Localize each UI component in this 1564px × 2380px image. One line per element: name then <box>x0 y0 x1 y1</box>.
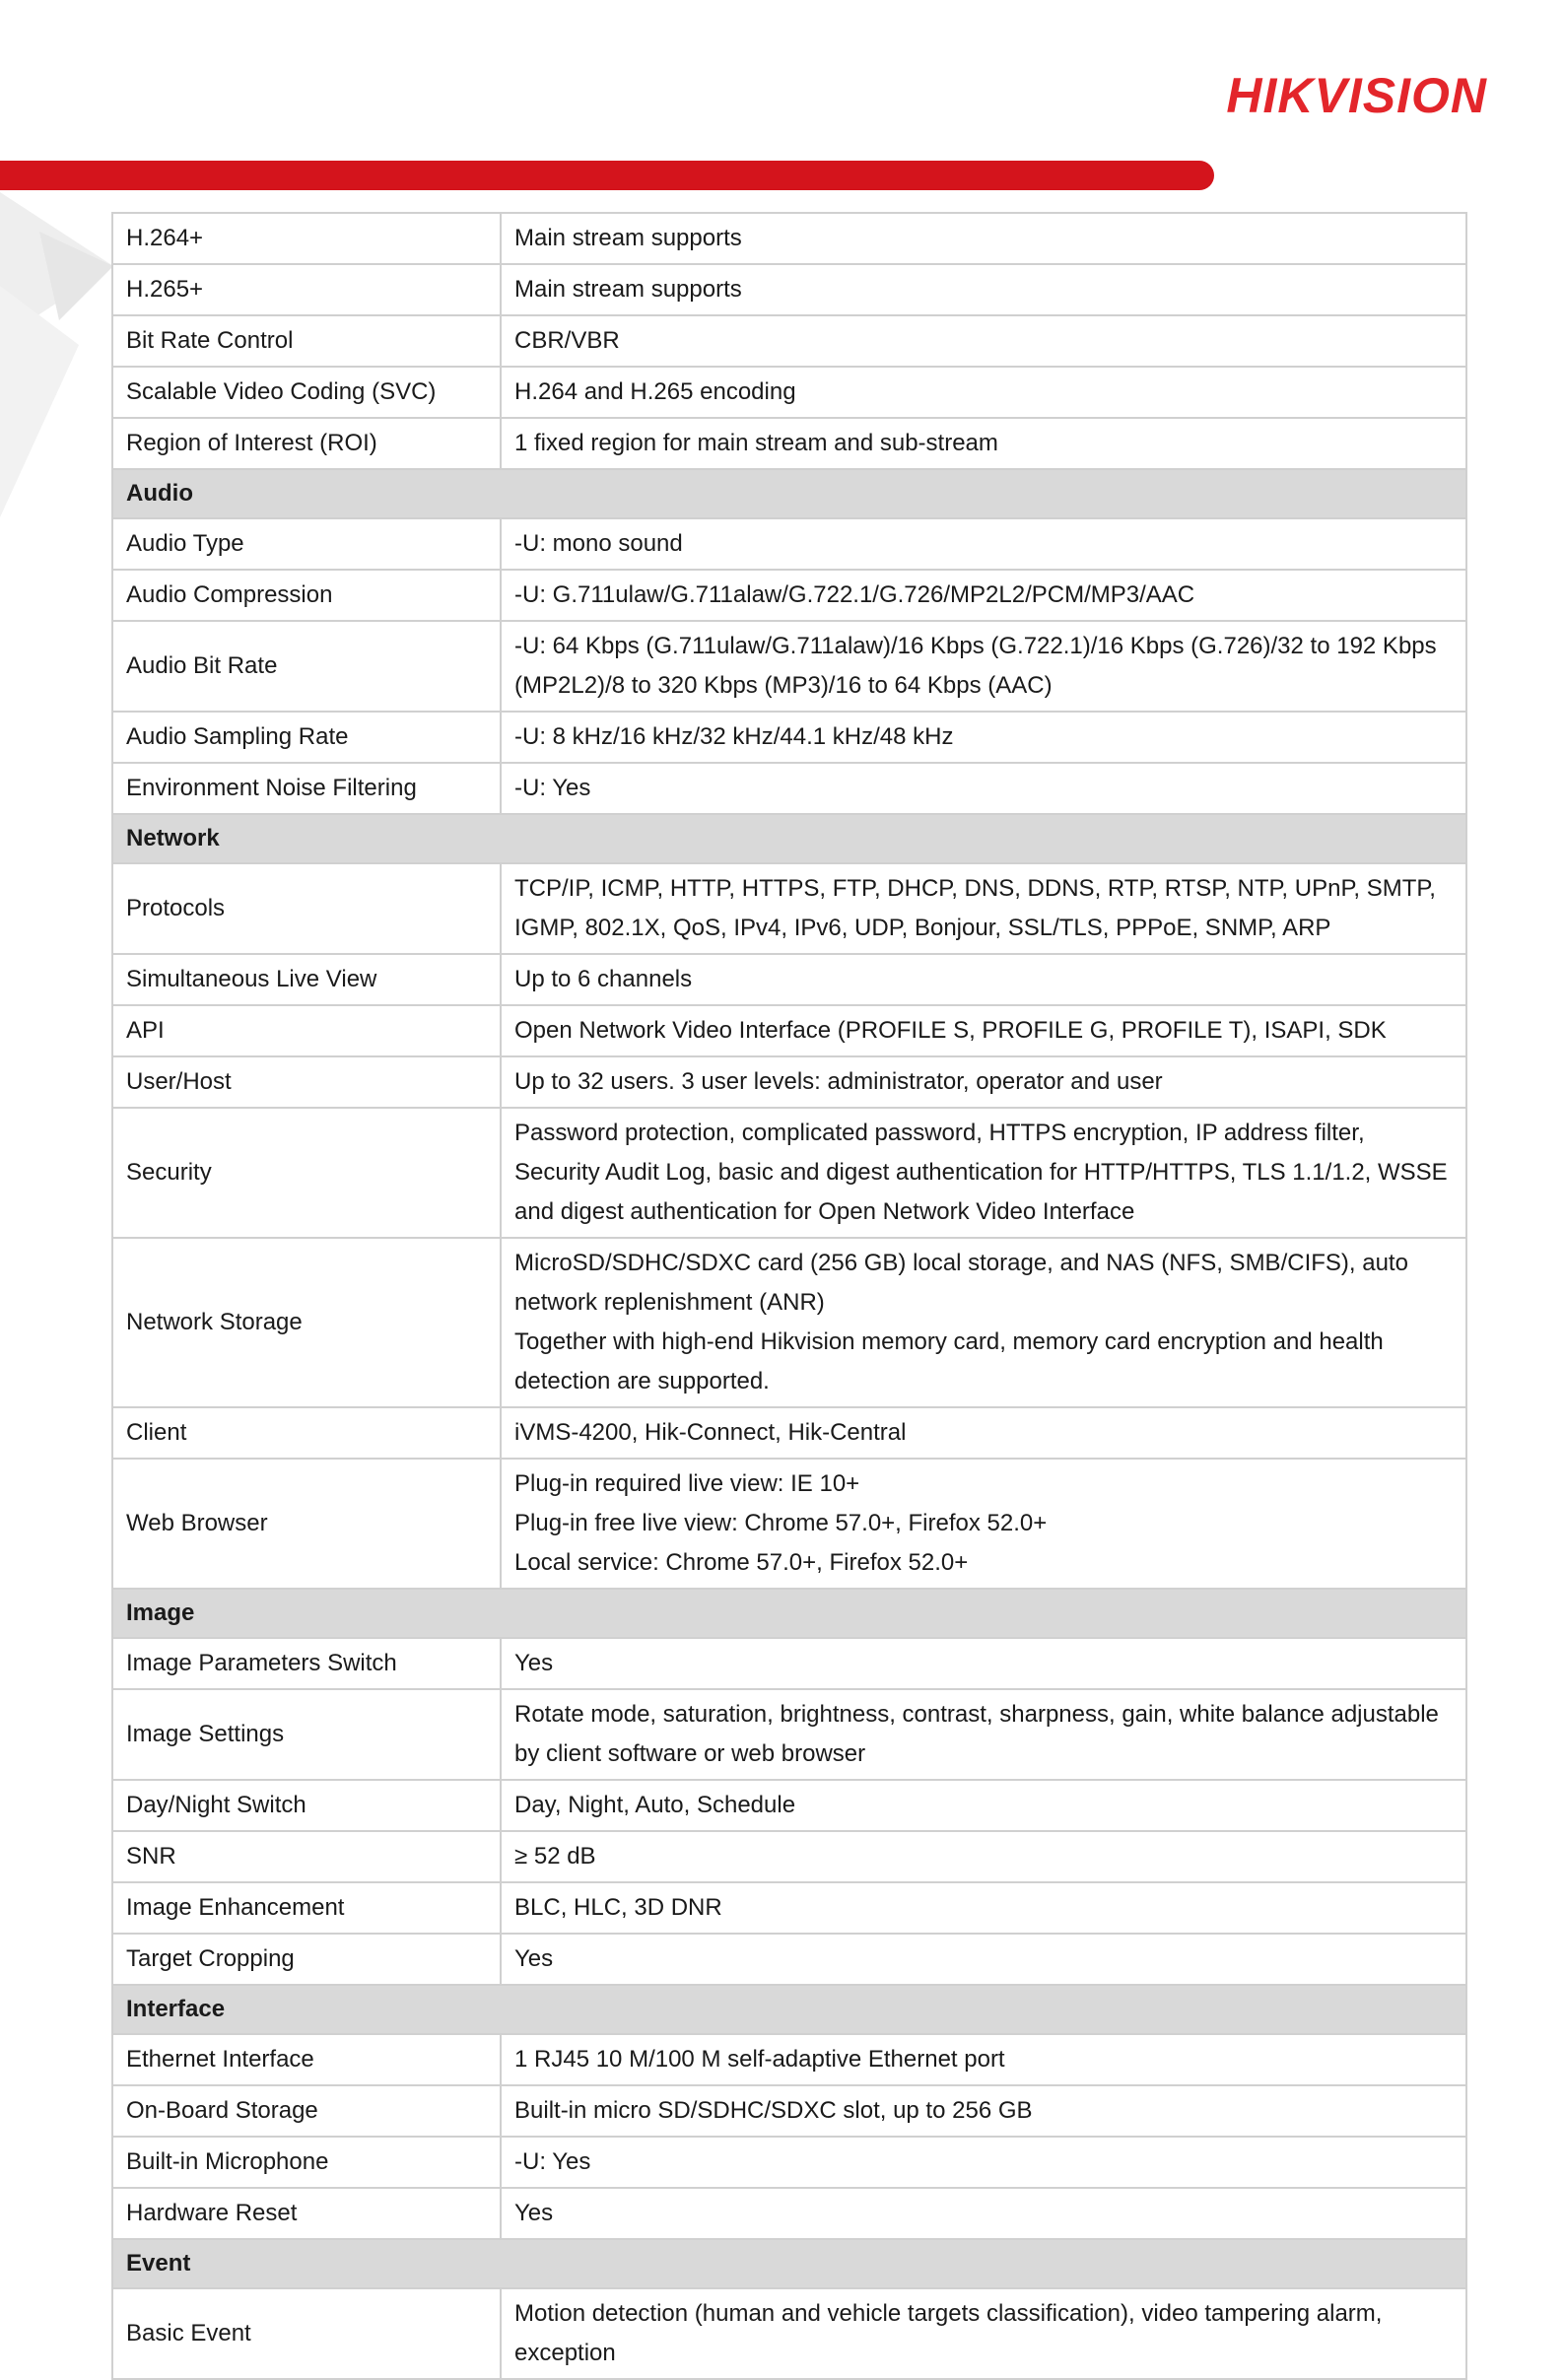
spec-value-line: H.264 and H.265 encoding <box>514 378 796 405</box>
spec-value-line: Password protection, complicated password, HTTPS encryption, IP address filter, Security Audit Log, basic and digest authentication for HTTP/HTTPS, TLS 1.1/1.2, WSSE and digest authentication for Open Network Video Interface <box>514 1120 1448 1225</box>
spec-row <box>112 418 1466 469</box>
spec-value-line: Rotate mode, saturation, brightness, contrast, sharpness, gain, white balance adjustable by client software or web browser <box>514 1701 1439 1767</box>
spec-value-line: CBR/VBR <box>514 327 620 354</box>
spec-value <box>501 1689 1466 1780</box>
spec-value-line: Main stream supports <box>514 225 742 251</box>
spec-value <box>501 1934 1466 1985</box>
spec-value <box>501 1882 1466 1934</box>
spec-value <box>501 1638 1466 1689</box>
section-title: Image <box>112 1589 1466 1638</box>
spec-value <box>501 213 1466 264</box>
spec-value-line: Together with high-end Hikvision memory card, memory card encryption and health detection are supported. <box>514 1328 1384 1394</box>
spec-value-line: -U: G.711ulaw/G.711alaw/G.722.1/G.726/MP2L2/PCM/MP3/AAC <box>514 581 1195 608</box>
spec-value <box>501 1238 1466 1407</box>
spec-row <box>112 712 1466 763</box>
spec-row <box>112 1407 1466 1459</box>
spec-value <box>501 712 1466 763</box>
section-title: Network <box>112 814 1466 863</box>
spec-value <box>501 2288 1466 2379</box>
spec-value <box>501 954 1466 1005</box>
header-red-bar <box>0 161 1214 190</box>
spec-row <box>112 1689 1466 1780</box>
spec-value <box>501 2034 1466 2085</box>
spec-value-line: Up to 32 users. 3 user levels: administrator, operator and user <box>514 1068 1163 1095</box>
hikvision-logo: HIKVISION <box>1226 68 1487 123</box>
spec-value <box>501 2137 1466 2188</box>
spec-value <box>501 2188 1466 2239</box>
spec-value-line: TCP/IP, ICMP, HTTP, HTTPS, FTP, DHCP, DNS, DDNS, RTP, RTSP, NTP, UPnP, SMTP, IGMP, 802.1X, QoS, IPv4, IPv6, UDP, Bonjour, SSL/TLS, PPPoE, SNMP, ARP <box>514 875 1436 941</box>
spec-value <box>501 763 1466 814</box>
spec-value-line: -U: 64 Kbps (G.711ulaw/G.711alaw)/16 Kbps (G.722.1)/16 Kbps (G.726)/32 to 192 Kbps (MP2L2)/8 to 320 Kbps (MP3)/16 to 64 Kbps (AAC) <box>514 633 1437 699</box>
spec-value-line: -U: mono sound <box>514 530 683 557</box>
spec-row <box>112 1459 1466 1589</box>
spec-value <box>501 367 1466 418</box>
spec-row <box>112 2034 1466 2085</box>
spec-label: Protocols <box>112 863 501 954</box>
spec-value <box>501 315 1466 367</box>
section-header-row <box>112 2239 1466 2288</box>
spec-row <box>112 2137 1466 2188</box>
spec-label: Audio Type <box>112 518 501 570</box>
spec-row <box>112 2085 1466 2137</box>
spec-value-line: Yes <box>514 2200 554 2226</box>
spec-value <box>501 518 1466 570</box>
spec-row <box>112 213 1466 264</box>
spec-value <box>501 570 1466 621</box>
spec-row <box>112 1238 1466 1407</box>
spec-row <box>112 621 1466 712</box>
spec-label: Security <box>112 1108 501 1238</box>
section-header-row <box>112 469 1466 518</box>
spec-value-line: 1 fixed region for main stream and sub-stream <box>514 430 998 456</box>
spec-value-line: Local service: Chrome 57.0+, Firefox 52.0+ <box>514 1549 969 1576</box>
spec-label: On-Board Storage <box>112 2085 501 2137</box>
spec-value-line: -U: 8 kHz/16 kHz/32 kHz/44.1 kHz/48 kHz <box>514 723 954 750</box>
spec-label: Hardware Reset <box>112 2188 501 2239</box>
section-title: Event <box>112 2239 1466 2288</box>
spec-value-line: Plug-in required live view: IE 10+ <box>514 1470 860 1497</box>
spec-label: Image Settings <box>112 1689 501 1780</box>
spec-label: H.265+ <box>112 264 501 315</box>
spec-value <box>501 1056 1466 1108</box>
spec-row <box>112 954 1466 1005</box>
spec-row <box>112 863 1466 954</box>
spec-value <box>501 1780 1466 1831</box>
spec-row <box>112 1831 1466 1882</box>
spec-label: Audio Bit Rate <box>112 621 501 712</box>
spec-row <box>112 1638 1466 1689</box>
spec-label: API <box>112 1005 501 1056</box>
section-header-row <box>112 1589 1466 1638</box>
spec-value <box>501 1005 1466 1056</box>
spec-label: Day/Night Switch <box>112 1780 501 1831</box>
spec-label: Ethernet Interface <box>112 2034 501 2085</box>
spec-row <box>112 2188 1466 2239</box>
spec-table <box>111 212 1467 2380</box>
spec-row <box>112 518 1466 570</box>
spec-label: Image Parameters Switch <box>112 1638 501 1689</box>
spec-label: Client <box>112 1407 501 1459</box>
spec-label: Simultaneous Live View <box>112 954 501 1005</box>
watermark-graphic <box>0 192 118 517</box>
spec-value <box>501 418 1466 469</box>
spec-value <box>501 863 1466 954</box>
spec-row <box>112 1882 1466 1934</box>
section-title: Audio <box>112 469 1466 518</box>
spec-value-line: Open Network Video Interface (PROFILE S, PROFILE G, PROFILE T), ISAPI, SDK <box>514 1017 1387 1044</box>
spec-label: H.264+ <box>112 213 501 264</box>
spec-value <box>501 2085 1466 2137</box>
spec-value-line: Built-in micro SD/SDHC/SDXC slot, up to 256 GB <box>514 2097 1033 2124</box>
spec-value-line: 1 RJ45 10 M/100 M self-adaptive Ethernet port <box>514 2046 1005 2073</box>
spec-label: Web Browser <box>112 1459 501 1589</box>
spec-row <box>112 1780 1466 1831</box>
spec-row <box>112 264 1466 315</box>
spec-value-line: MicroSD/SDHC/SDXC card (256 GB) local storage, and NAS (NFS, SMB/CIFS), auto network replenishment (ANR) <box>514 1250 1408 1316</box>
spec-value-line: Motion detection (human and vehicle targets classification), video tampering alarm, exception <box>514 2300 1383 2366</box>
spec-value-line: -U: Yes <box>514 775 591 801</box>
spec-label: Image Enhancement <box>112 1882 501 1934</box>
spec-label: Basic Event <box>112 2288 501 2379</box>
spec-value-line: Plug-in free live view: Chrome 57.0+, Firefox 52.0+ <box>514 1510 1048 1536</box>
spec-value-line: Day, Night, Auto, Schedule <box>514 1792 796 1818</box>
spec-label: Built-in Microphone <box>112 2137 501 2188</box>
spec-row <box>112 1005 1466 1056</box>
spec-label: Audio Compression <box>112 570 501 621</box>
spec-value <box>501 1459 1466 1589</box>
spec-row <box>112 570 1466 621</box>
spec-row <box>112 1108 1466 1238</box>
spec-row <box>112 315 1466 367</box>
spec-value-line: Main stream supports <box>514 276 742 303</box>
spec-label: Region of Interest (ROI) <box>112 418 501 469</box>
spec-value <box>501 1831 1466 1882</box>
spec-value <box>501 264 1466 315</box>
spec-label: Target Cropping <box>112 1934 501 1985</box>
spec-value-line: ≥ 52 dB <box>514 1843 596 1870</box>
spec-row <box>112 2288 1466 2379</box>
spec-value-line: Yes <box>514 1945 554 1972</box>
spec-value-line: Up to 6 channels <box>514 966 693 992</box>
spec-row <box>112 763 1466 814</box>
spec-value-line: BLC, HLC, 3D DNR <box>514 1894 722 1921</box>
spec-value-line: -U: Yes <box>514 2148 591 2175</box>
spec-value-line: Yes <box>514 1650 554 1676</box>
spec-label: Scalable Video Coding (SVC) <box>112 367 501 418</box>
spec-label: Audio Sampling Rate <box>112 712 501 763</box>
spec-value-line: iVMS-4200, Hik-Connect, Hik-Central <box>514 1419 907 1446</box>
spec-row <box>112 1934 1466 1985</box>
spec-value <box>501 621 1466 712</box>
spec-value <box>501 1407 1466 1459</box>
spec-label: Environment Noise Filtering <box>112 763 501 814</box>
spec-label: User/Host <box>112 1056 501 1108</box>
spec-label: Network Storage <box>112 1238 501 1407</box>
spec-label: Bit Rate Control <box>112 315 501 367</box>
spec-row <box>112 1056 1466 1108</box>
spec-value <box>501 1108 1466 1238</box>
spec-row <box>112 367 1466 418</box>
section-header-row <box>112 814 1466 863</box>
section-title: Interface <box>112 1985 1466 2034</box>
spec-label: SNR <box>112 1831 501 1882</box>
section-header-row <box>112 1985 1466 2034</box>
